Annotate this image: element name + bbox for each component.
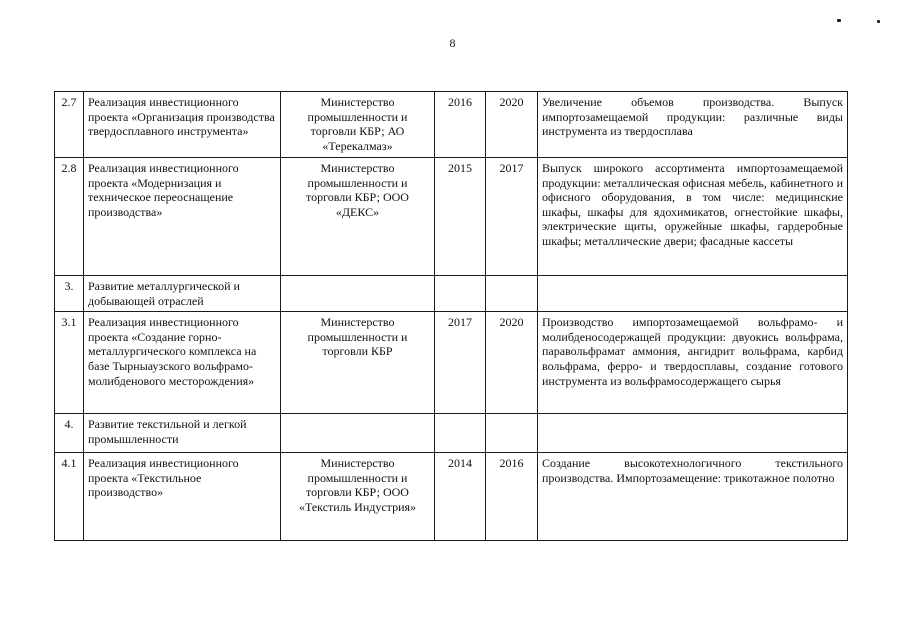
start-year — [435, 276, 486, 312]
end-year: 2016 — [486, 453, 538, 541]
row-number: 3. — [55, 276, 84, 312]
expected-result: Выпуск широкого ассортимента импортозамещаемой продукции: металлическая офисная мебель, кабинетного и офисного оборудования, в том числе: медицинские шкафы, шкафы для ядохимикатов, огнестойкие шкафы, электрические щиты, оружейные шкафы, гардеробные шкафы; металлические двери; фасадные кассеты — [538, 158, 848, 276]
end-year: 2017 — [486, 158, 538, 276]
measure-name: Реализация инвестиционного проекта «Текстильное производство» — [84, 453, 281, 541]
responsible-executor: Министерство промышленности и торговли КБР; ООО «Текстиль Индустрия» — [281, 453, 435, 541]
scan-speck — [877, 20, 880, 23]
table-row — [55, 276, 848, 312]
responsible-executor — [281, 414, 435, 453]
responsible-executor: Министерство промышленности и торговли КБР; ООО «ДЕКС» — [281, 158, 435, 276]
expected-result — [538, 414, 848, 453]
end-year: 2020 — [486, 92, 538, 158]
start-year — [435, 414, 486, 453]
row-number: 3.1 — [55, 312, 84, 414]
end-year — [486, 414, 538, 453]
start-year: 2014 — [435, 453, 486, 541]
expected-result: Увеличение объемов производства. Выпуск импортозамещаемой продукции: различные виды инструмента из твердосплава — [538, 92, 848, 158]
row-number: 4. — [55, 414, 84, 453]
row-number: 2.8 — [55, 158, 84, 276]
measures-table — [54, 91, 848, 541]
table-row — [55, 92, 848, 158]
responsible-executor: Министерство промышленности и торговли КБР — [281, 312, 435, 414]
start-year: 2017 — [435, 312, 486, 414]
measure-name: Реализация инвестиционного проекта «Модернизация и техническое переоснащение производства» — [84, 158, 281, 276]
row-number: 2.7 — [55, 92, 84, 158]
expected-result — [538, 276, 848, 312]
end-year — [486, 276, 538, 312]
scan-speck — [837, 19, 841, 22]
table-row — [55, 414, 848, 453]
table-row — [55, 158, 848, 276]
expected-result: Создание высокотехнологичного текстильного производства. Импортозамещение: трикотажное полотно — [538, 453, 848, 541]
start-year: 2016 — [435, 92, 486, 158]
row-number: 4.1 — [55, 453, 84, 541]
start-year: 2015 — [435, 158, 486, 276]
responsible-executor — [281, 276, 435, 312]
expected-result: Производство импортозамещаемой вольфрамо- и молибденосодержащей продукции: двуокись вольфрама, паравольфрамат аммония, ангидрит вольфрама, карбид вольфрама, ферро- и твердосплавы, создание готового инструмента из вольфрамосодержащего сырья — [538, 312, 848, 414]
responsible-executor: Министерство промышленности и торговли КБР; АО «Терекалмаз» — [281, 92, 435, 158]
measure-name: Развитие текстильной и легкой промышленности — [84, 414, 281, 453]
measure-name: Развитие металлургической и добывающей отраслей — [84, 276, 281, 312]
end-year: 2020 — [486, 312, 538, 414]
page-number: 8 — [449, 36, 456, 50]
measure-name: Реализация инвестиционного проекта «Создание горно-металлургического комплекса на базе Тырныаузского вольфрамо-молибденового месторождения» — [84, 312, 281, 414]
table-row — [55, 312, 848, 414]
table-row — [55, 453, 848, 541]
measure-name: Реализация инвестиционного проекта «Организация производства твердосплавного инструмента» — [84, 92, 281, 158]
